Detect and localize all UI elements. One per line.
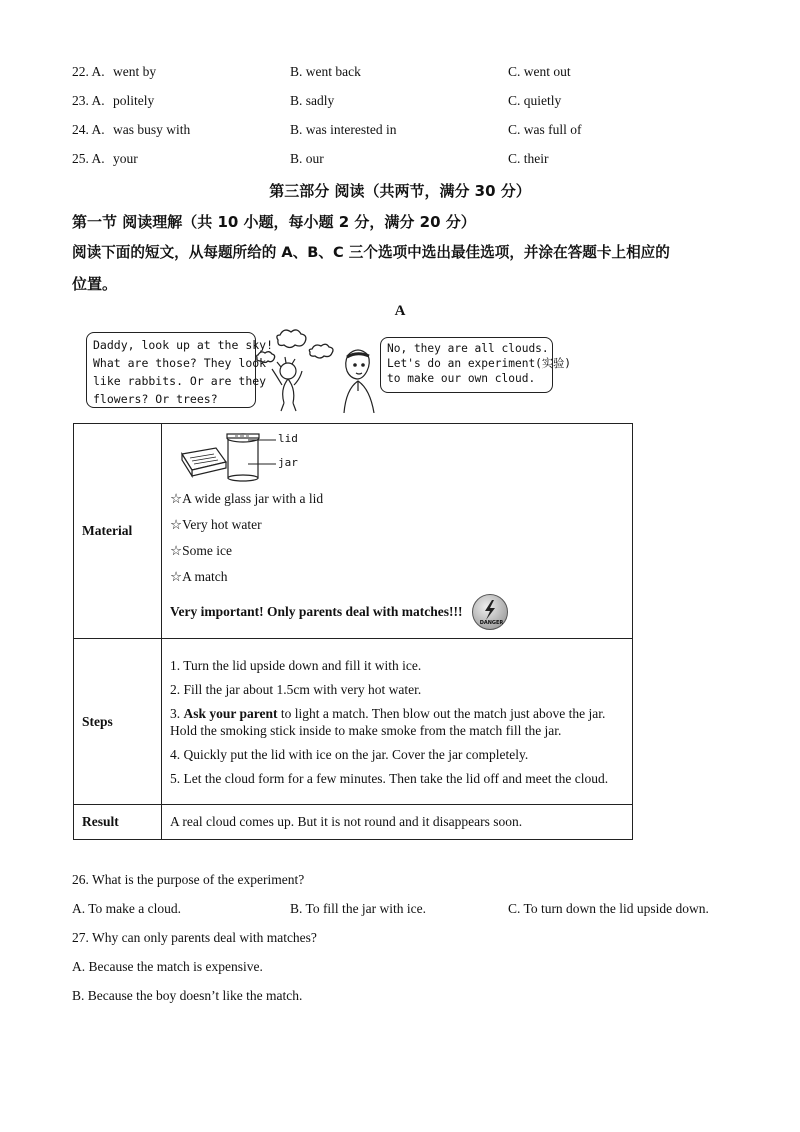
result-text: A real cloud comes up. But it is not round and it disappears soon. [162, 805, 633, 840]
option-row-23 [72, 93, 732, 113]
option-row-25 [72, 151, 732, 171]
kid-line-1: Daddy, look up at the sky! [93, 338, 274, 352]
cloud-icons [257, 330, 333, 363]
warning-line [170, 594, 624, 630]
option-number: 23. A. [72, 93, 105, 108]
warning-text: Very important! Only parents deal with matches!!! [170, 604, 463, 619]
materials-diagram [170, 430, 624, 486]
section-subtitle: 第一节 阅读理解（共 10 小题，每小题 2 分，满分 20 分） [72, 213, 476, 231]
option-row-24 [72, 122, 732, 142]
dad-line-1: No, they are all clouds. [387, 342, 549, 355]
result-label: Result [74, 805, 162, 840]
instruction-line-1: 阅读下面的短文，从每题所给的 A、B、C 三个选项中选出最佳选项，并涂在答题卡上相应的 [72, 244, 670, 261]
experiment-table [73, 423, 633, 840]
dad-line-2: Let's do an experiment(实验) [387, 357, 572, 370]
option-c: C. quietly [508, 93, 562, 108]
material-item: ☆A wide glass jar with a lid [170, 491, 324, 506]
step-5: 5. Let the cloud form for a few minutes. Then take the lid off and meet the cloud. [170, 770, 609, 786]
kid-speech-bubble [86, 332, 274, 408]
option-number: 24. A. [72, 122, 105, 137]
passage-label: A [394, 303, 406, 319]
material-content [162, 424, 633, 639]
option-c: C. was full of [508, 122, 582, 137]
step-4: 4. Quickly put the lid with ice on the jar. Cover the jar completely. [170, 746, 529, 762]
material-label: Material [74, 424, 162, 639]
part-title: 第三部分 阅读（共两节，满分 30 分） [269, 182, 531, 200]
steps-row [74, 639, 633, 805]
instruction-line-2: 位置。 [72, 275, 118, 293]
material-item: ☆A match [170, 569, 228, 584]
comic-illustration [252, 325, 392, 413]
kid-line-2: What are those? They look [93, 356, 267, 370]
result-row [74, 805, 633, 840]
option-c: C. went out [508, 64, 571, 79]
jar-label: jar [278, 456, 298, 469]
kid-line-3: like rabbits. Or are they [93, 374, 267, 388]
option-c: C. their [508, 151, 549, 166]
material-row [74, 424, 633, 639]
option-b: B. was interested in [290, 122, 397, 137]
step-2: 2. Fill the jar about 1.5cm with very hot water. [170, 681, 422, 697]
danger-icon [472, 594, 508, 630]
option-a: went by [113, 64, 157, 79]
question-26-option-c: C. To turn down the lid upside down. [508, 901, 709, 916]
option-b: B. sadly [290, 93, 335, 108]
danger-label: DANGER [479, 620, 504, 626]
option-a: politely [113, 93, 155, 108]
option-a: your [113, 151, 138, 166]
question-26: 26. What is the purpose of the experiment? [72, 872, 305, 887]
option-b: B. our [290, 151, 324, 166]
question-26-option-a: A. To make a cloud. [72, 901, 182, 916]
lid-label: lid [278, 432, 298, 445]
question-27-option-b: B. Because the boy doesn’t like the match. [72, 988, 303, 1003]
kid-line-4: flowers? Or trees? [93, 392, 218, 406]
material-item: ☆Some ice [170, 543, 232, 558]
option-number: 22. A. [72, 64, 105, 79]
material-item: ☆Very hot water [170, 517, 262, 532]
dad-line-3: to make our own cloud. [387, 372, 536, 385]
dad-figure [344, 350, 374, 413]
dad-speech-bubble [380, 337, 572, 393]
step-3: 3. Ask your parent to light a match. Then blow out the match just above the jar. Hold the smoking stick inside to make smoke from the match fill the jar. [170, 705, 606, 738]
option-row-22 [72, 64, 732, 84]
question-26-option-b: B. To fill the jar with ice. [290, 901, 427, 916]
step-1: 1. Turn the lid upside down and fill it with ice. [170, 657, 422, 673]
question-27: 27. Why can only parents deal with matches? [72, 930, 317, 945]
boy-figure [272, 357, 302, 411]
question-27-option-a: A. Because the match is expensive. [72, 959, 263, 974]
steps-label: Steps [74, 639, 162, 805]
steps-content [162, 639, 633, 805]
option-number: 25. A. [72, 151, 105, 166]
option-b: B. went back [290, 64, 361, 79]
option-a: was busy with [113, 122, 191, 137]
